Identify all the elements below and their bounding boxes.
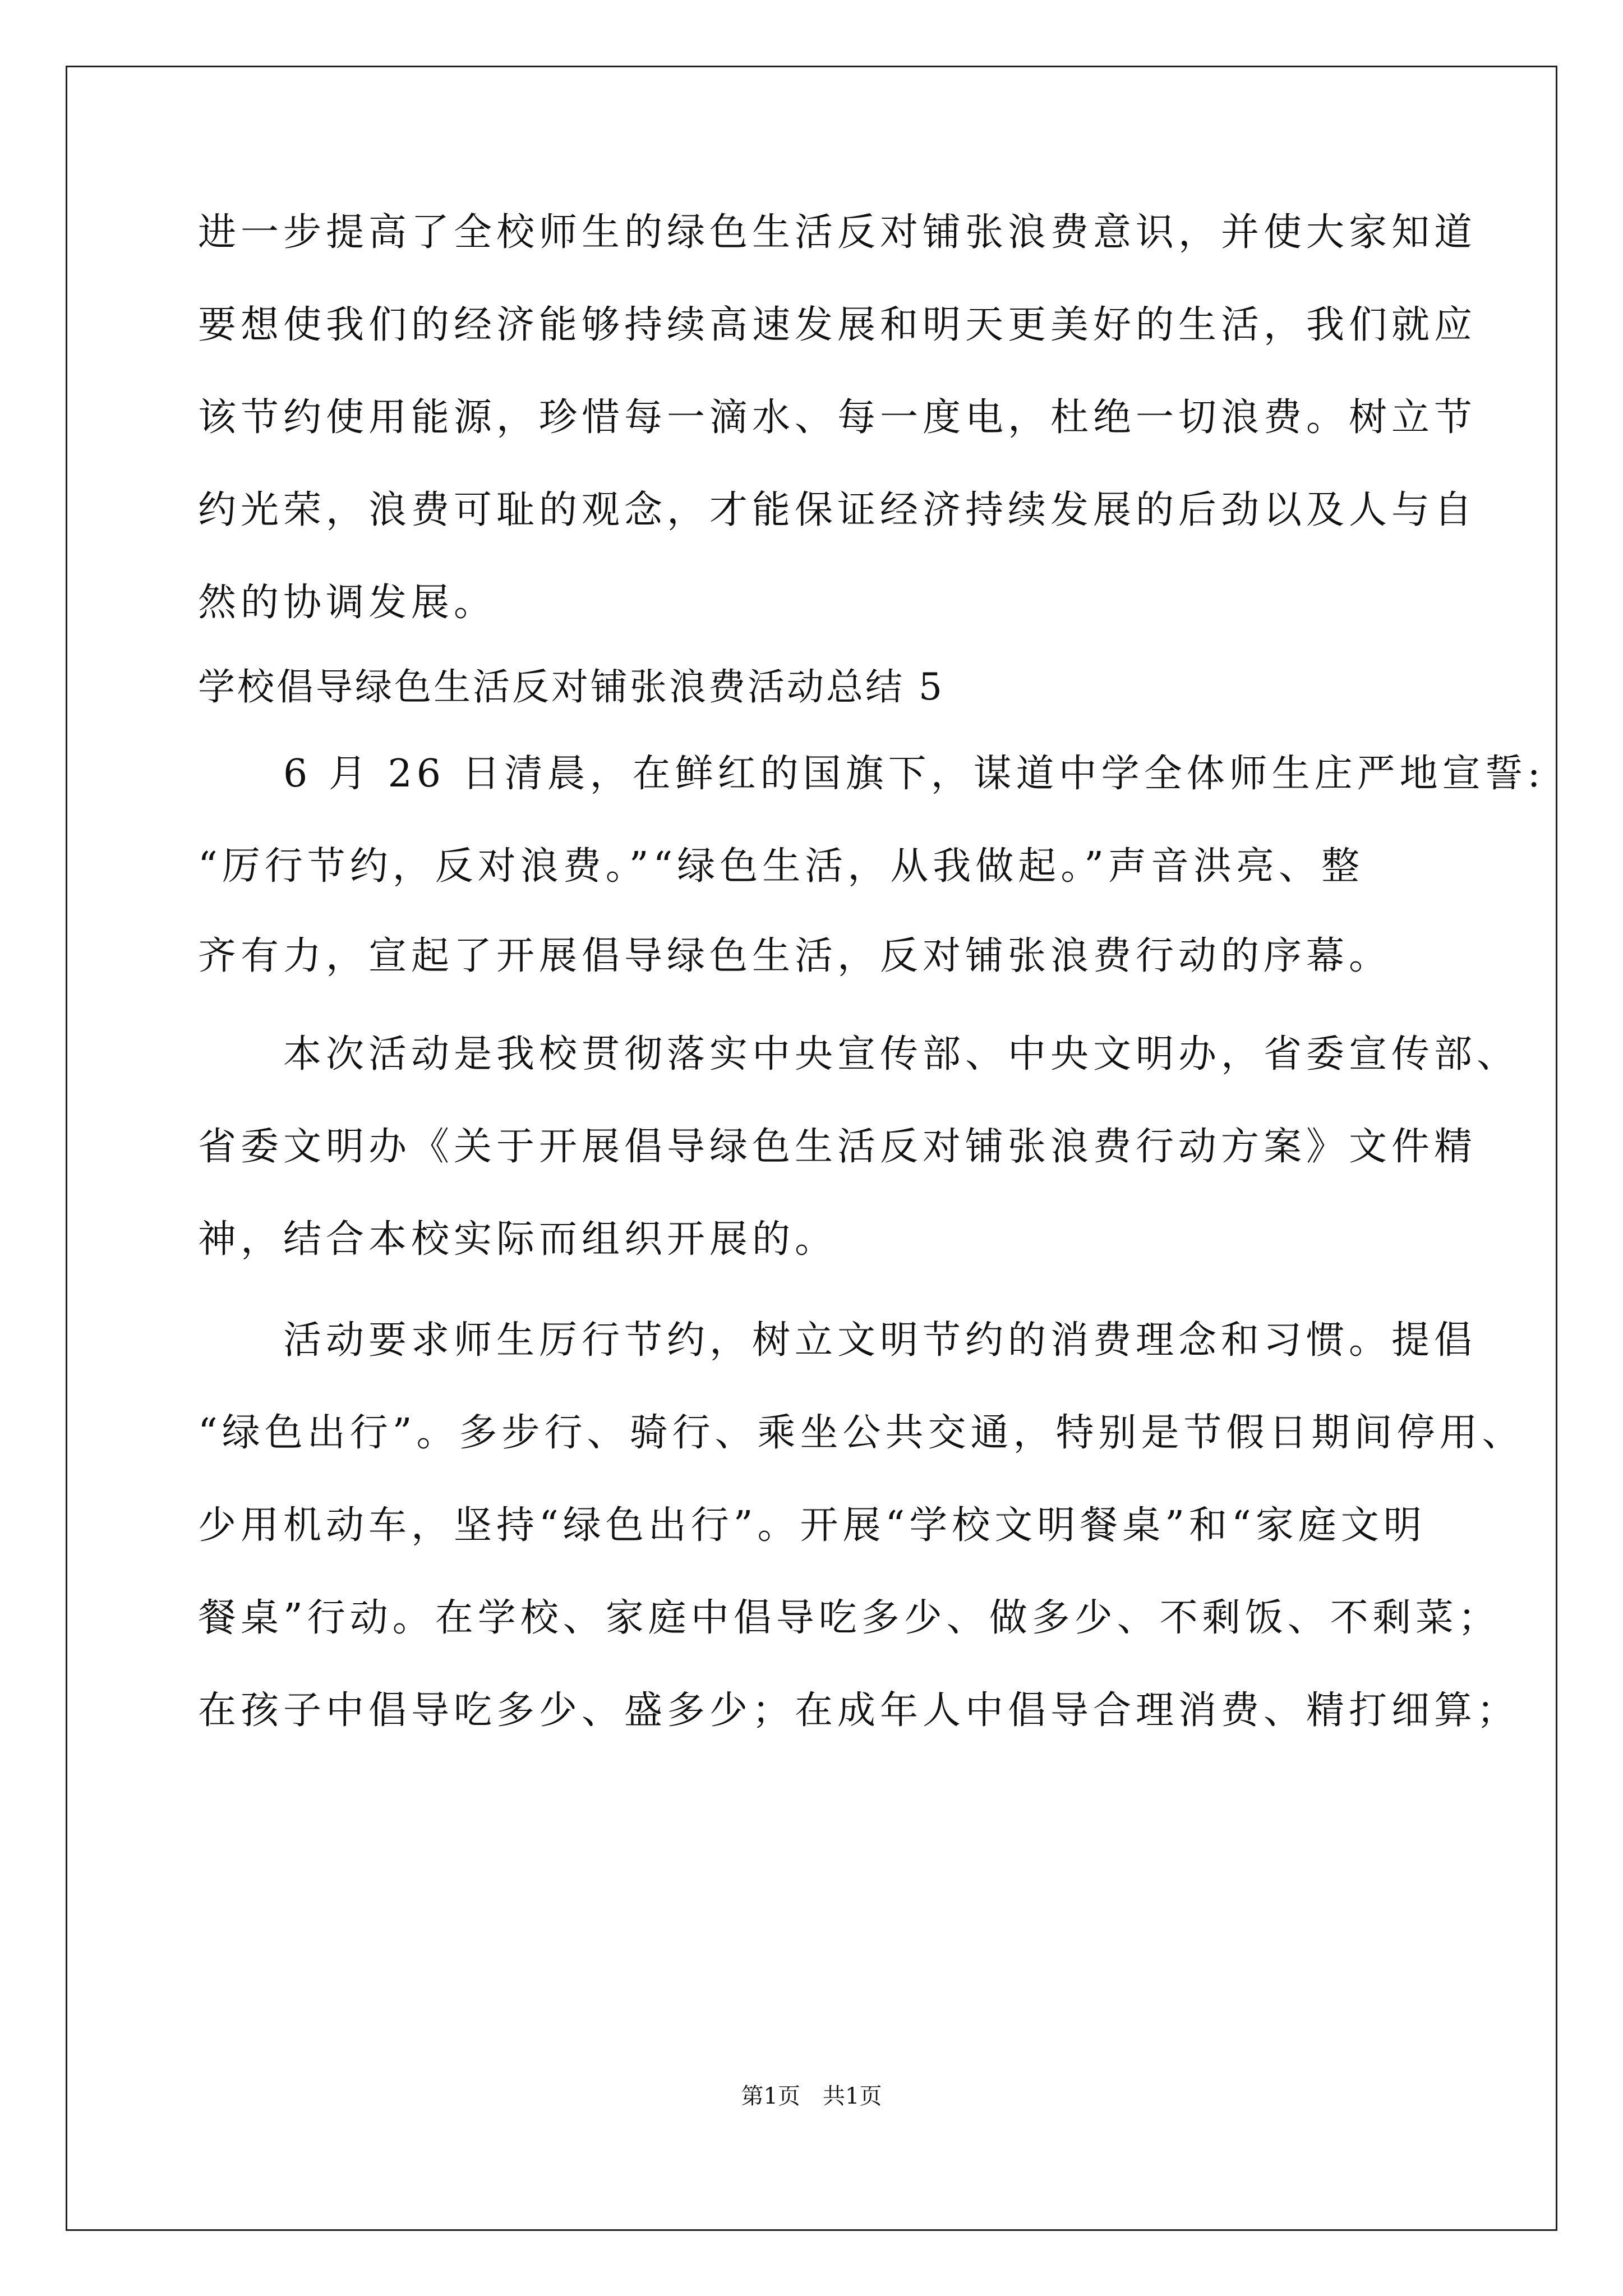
paragraph-line: 神，结合本校实际而组织开展的。 bbox=[198, 1217, 838, 1262]
paragraph-line: 少用机动车，坚持“绿色出行”。开展“学校文明餐桌”和“家庭文明 bbox=[198, 1503, 1426, 1548]
paragraph-line: 约光荣，浪费可耻的观念，才能保证经济持续发展的后劲以及人与自 bbox=[198, 488, 1477, 532]
paragraph-line: 在孩子中倡导吃多少、盛多少；在成年人中倡导合理消费、精打细算； bbox=[198, 1688, 1520, 1733]
paragraph-line: 该节约使用能源，珍惜每一滴水、每一度电，杜绝一切浪费。树立节 bbox=[198, 395, 1477, 440]
paragraph-line: “绿色出行”。多步行、骑行、乘坐公共交通，特别是节假日期间停用、 bbox=[198, 1411, 1525, 1455]
paragraph-line: “厉行节约，反对浪费。”“绿色生活，从我做起。”声音洪亮、整 bbox=[198, 844, 1364, 889]
paragraph-line: 然的协调发展。 bbox=[198, 581, 497, 625]
paragraph-line: 省委文明办《关于开展倡导绿色生活反对铺张浪费行动方案》文件精 bbox=[198, 1125, 1477, 1169]
paragraph-line: 要想使我们的经济能够持续高速发展和明天更美好的生活，我们就应 bbox=[198, 303, 1477, 347]
section-heading: 学校倡导绿色生活反对铺张浪费活动总结 5 bbox=[198, 665, 944, 708]
paragraph-line: 活动要求师生厉行节约，树立文明节约的消费理念和习惯。提倡 bbox=[198, 1318, 1477, 1363]
paragraph-line: 餐桌”行动。在学校、家庭中倡导吃多少、做多少、不剩饭、不剩菜； bbox=[198, 1596, 1501, 1640]
paragraph-line: 齐有力，宣起了开展倡导绿色生活，反对铺张浪费行动的序幕。 bbox=[198, 934, 1392, 978]
paragraph-line: 进一步提高了全校师生的绿色生活反对铺张浪费意识，并使大家知道 bbox=[198, 210, 1477, 255]
paragraph-line: 6 月 26 日清晨，在鲜红的国旗下，谋道中学全体师生庄严地宣誓: bbox=[198, 752, 1545, 796]
paragraph-line: 本次活动是我校贯彻落实中央宣传部、中央文明办，省委宣传部、 bbox=[198, 1032, 1520, 1076]
page-footer: 第1页 共1页 bbox=[741, 2083, 882, 2109]
